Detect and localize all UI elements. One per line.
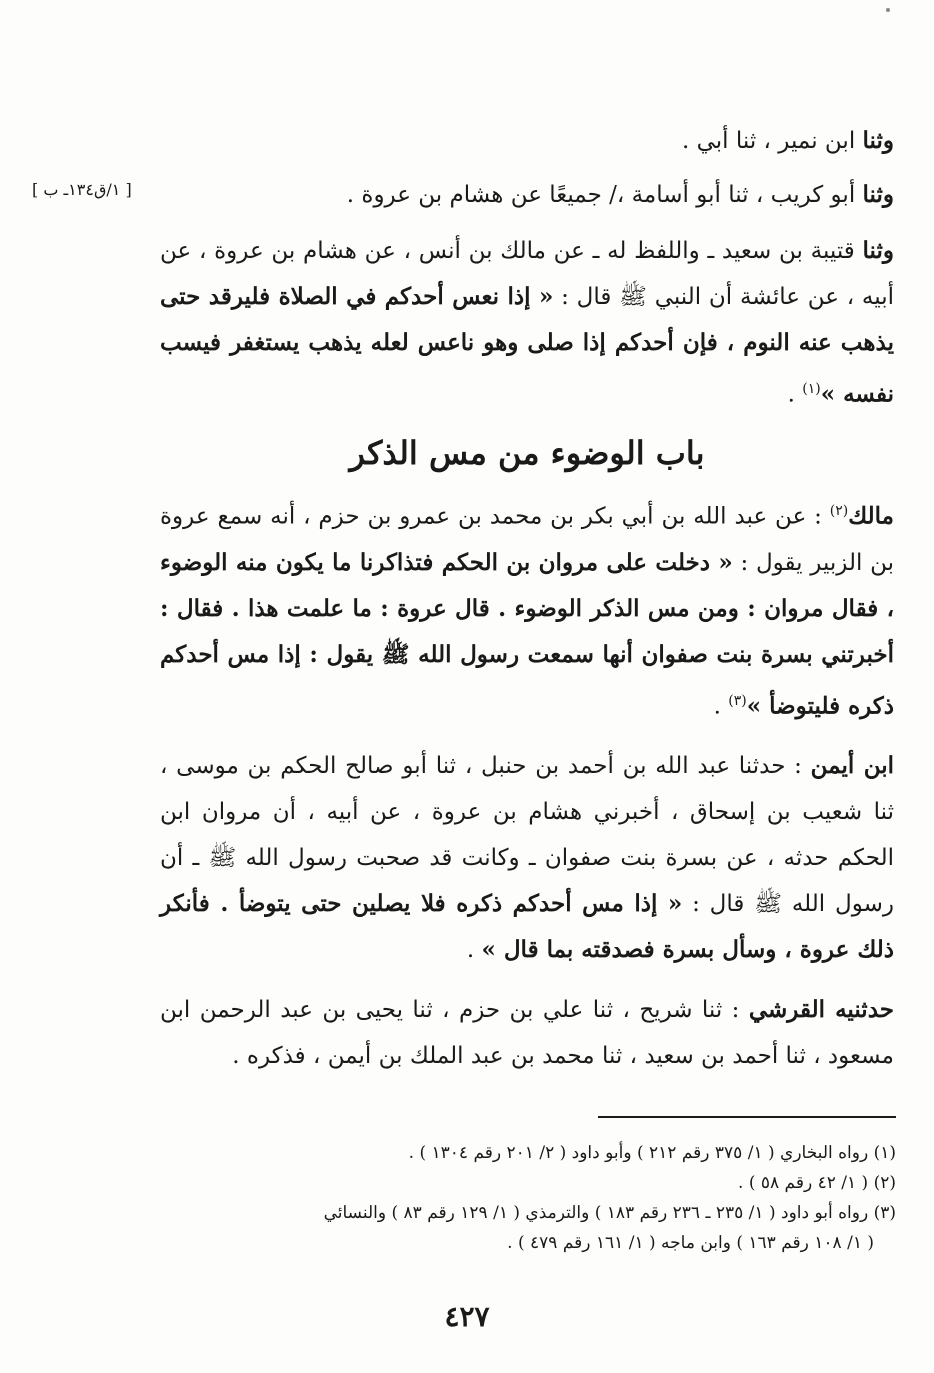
narrator-lead: حدثنيه القرشي	[748, 996, 894, 1024]
paragraph	[160, 118, 894, 164]
paragraph-end: .	[466, 937, 482, 964]
narrator-lead: ابن أيمن	[810, 752, 895, 780]
paragraph-text: : ثنا شريح ، ثنا علي بن حزم ، ثنا يحيى بن عبد الرحمن ابن مسعود ، ثنا أحمد بن سعيد ، ثنا محمد بن عبد الملك بن أيمن ، فذكره .	[160, 997, 894, 1070]
scan-speck	[886, 8, 890, 12]
footnote: (٣) رواه أبو داود ( ١/ ٢٣٥ ـ ٢٣٦ رقم ١٨٣ ) والترمذي ( ١/ ١٢٩ رقم ٨٣ ) والنسائي	[323, 1203, 896, 1223]
manuscript-folio-note: [ ١/ق١٣٤ـ ب ]	[32, 180, 132, 199]
paragraph-text: أبو كريب ، ثنا أبو أسامة ،/ جميعًا عن هشام بن عروة .	[346, 182, 863, 208]
footnote-ref: (١)	[802, 381, 821, 397]
paragraph-end: .	[787, 381, 803, 408]
chapter-body	[160, 488, 894, 1079]
paragraph	[160, 987, 894, 1079]
paragraph-text: : حدثنا عبد الله بن أحمد بن حنبل ، ثنا أبو صالح الحكم بن موسى ، ثنا شعيب بن إسحاق ، أخبرني هشام بن عروة ، عن أبيه ، أن مروان ابن الحكم حدثه ، عن بسرة بنت صفوان ـ وكانت قد صحبت رسول الله ﷺ ـ أن رسول الله ﷺ قال :	[160, 753, 894, 918]
hadith-chain-block	[160, 118, 894, 418]
paragraph-text: : عن عبد الله بن أبي بكر بن محمد بن عمرو بن حزم ، أنه سمع عروة بن الزبير يقول :	[160, 503, 894, 576]
paragraph-end: .	[713, 693, 729, 720]
narrator-lead: وثنا	[862, 127, 894, 154]
paragraph-text: قتيبة بن سعيد ـ واللفظ له ـ عن مالك بن أنس ، عن هشام بن عروة ، عن أبيه ، عن عائشة أن النبي ﷺ قال :	[160, 238, 894, 310]
footnote-continuation: ( ١/ ١٠٨ رقم ١٦٣ ) وابن ماجه ( ١/ ١٦١ رقم ٤٧٩ ) .	[507, 1233, 874, 1253]
paragraph	[160, 743, 894, 973]
footnote-divider	[598, 1116, 896, 1118]
chapter-heading: باب الوضوء من مس الذكر	[349, 434, 705, 472]
footnote-ref: (٣)	[728, 692, 747, 709]
hadith-quote: « دخلت على مروان بن الحكم فتذاكرنا ما يكون منه الوضوء ، فقال مروان : ومن مس الذكر الوضوء . قال عروة : ما علمت هذا . فقال : أخبرتني بسرة بنت صفوان أنها سمعت رسول الله ﷺ يقول : إذا مس أحدكم ذكره فليتوضأ »	[160, 548, 894, 720]
narrator-lead: وثنا	[862, 237, 894, 264]
page-number: ٤٢٧	[444, 1300, 490, 1333]
footnote: (٢) ( ١/ ٤٢ رقم ٥٨ ) .	[738, 1173, 896, 1193]
narrator-lead: وثنا	[862, 181, 894, 208]
paragraph	[160, 228, 894, 418]
footnotes	[160, 1138, 896, 1258]
footnote-ref: (٢)	[829, 503, 849, 519]
paragraph	[160, 172, 894, 218]
hadith-quote: « إذا نعس أحدكم في الصلاة فليرقد حتى يذهب عنه النوم ، فإن أحدكم إذا صلى وهو ناعس لعله يذهب يستغفر فيسب نفسه »	[160, 283, 894, 408]
paragraph-text: ابن نمير ، ثنا أبي .	[681, 128, 863, 154]
paragraph	[160, 488, 894, 729]
hadith-quote: « إذا مس أحدكم ذكره فلا يصلين حتى يتوضأ . فأنكر ذلك عروة ، وسأل بسرة فصدقته بما قال »	[160, 890, 894, 964]
narrator-lead: مالك	[848, 502, 894, 530]
footnote: (١) رواه البخاري ( ١/ ٣٧٥ رقم ٢١٢ ) وأبو داود ( ٢/ ٢٠١ رقم ١٣٠٤ ) .	[408, 1143, 896, 1163]
